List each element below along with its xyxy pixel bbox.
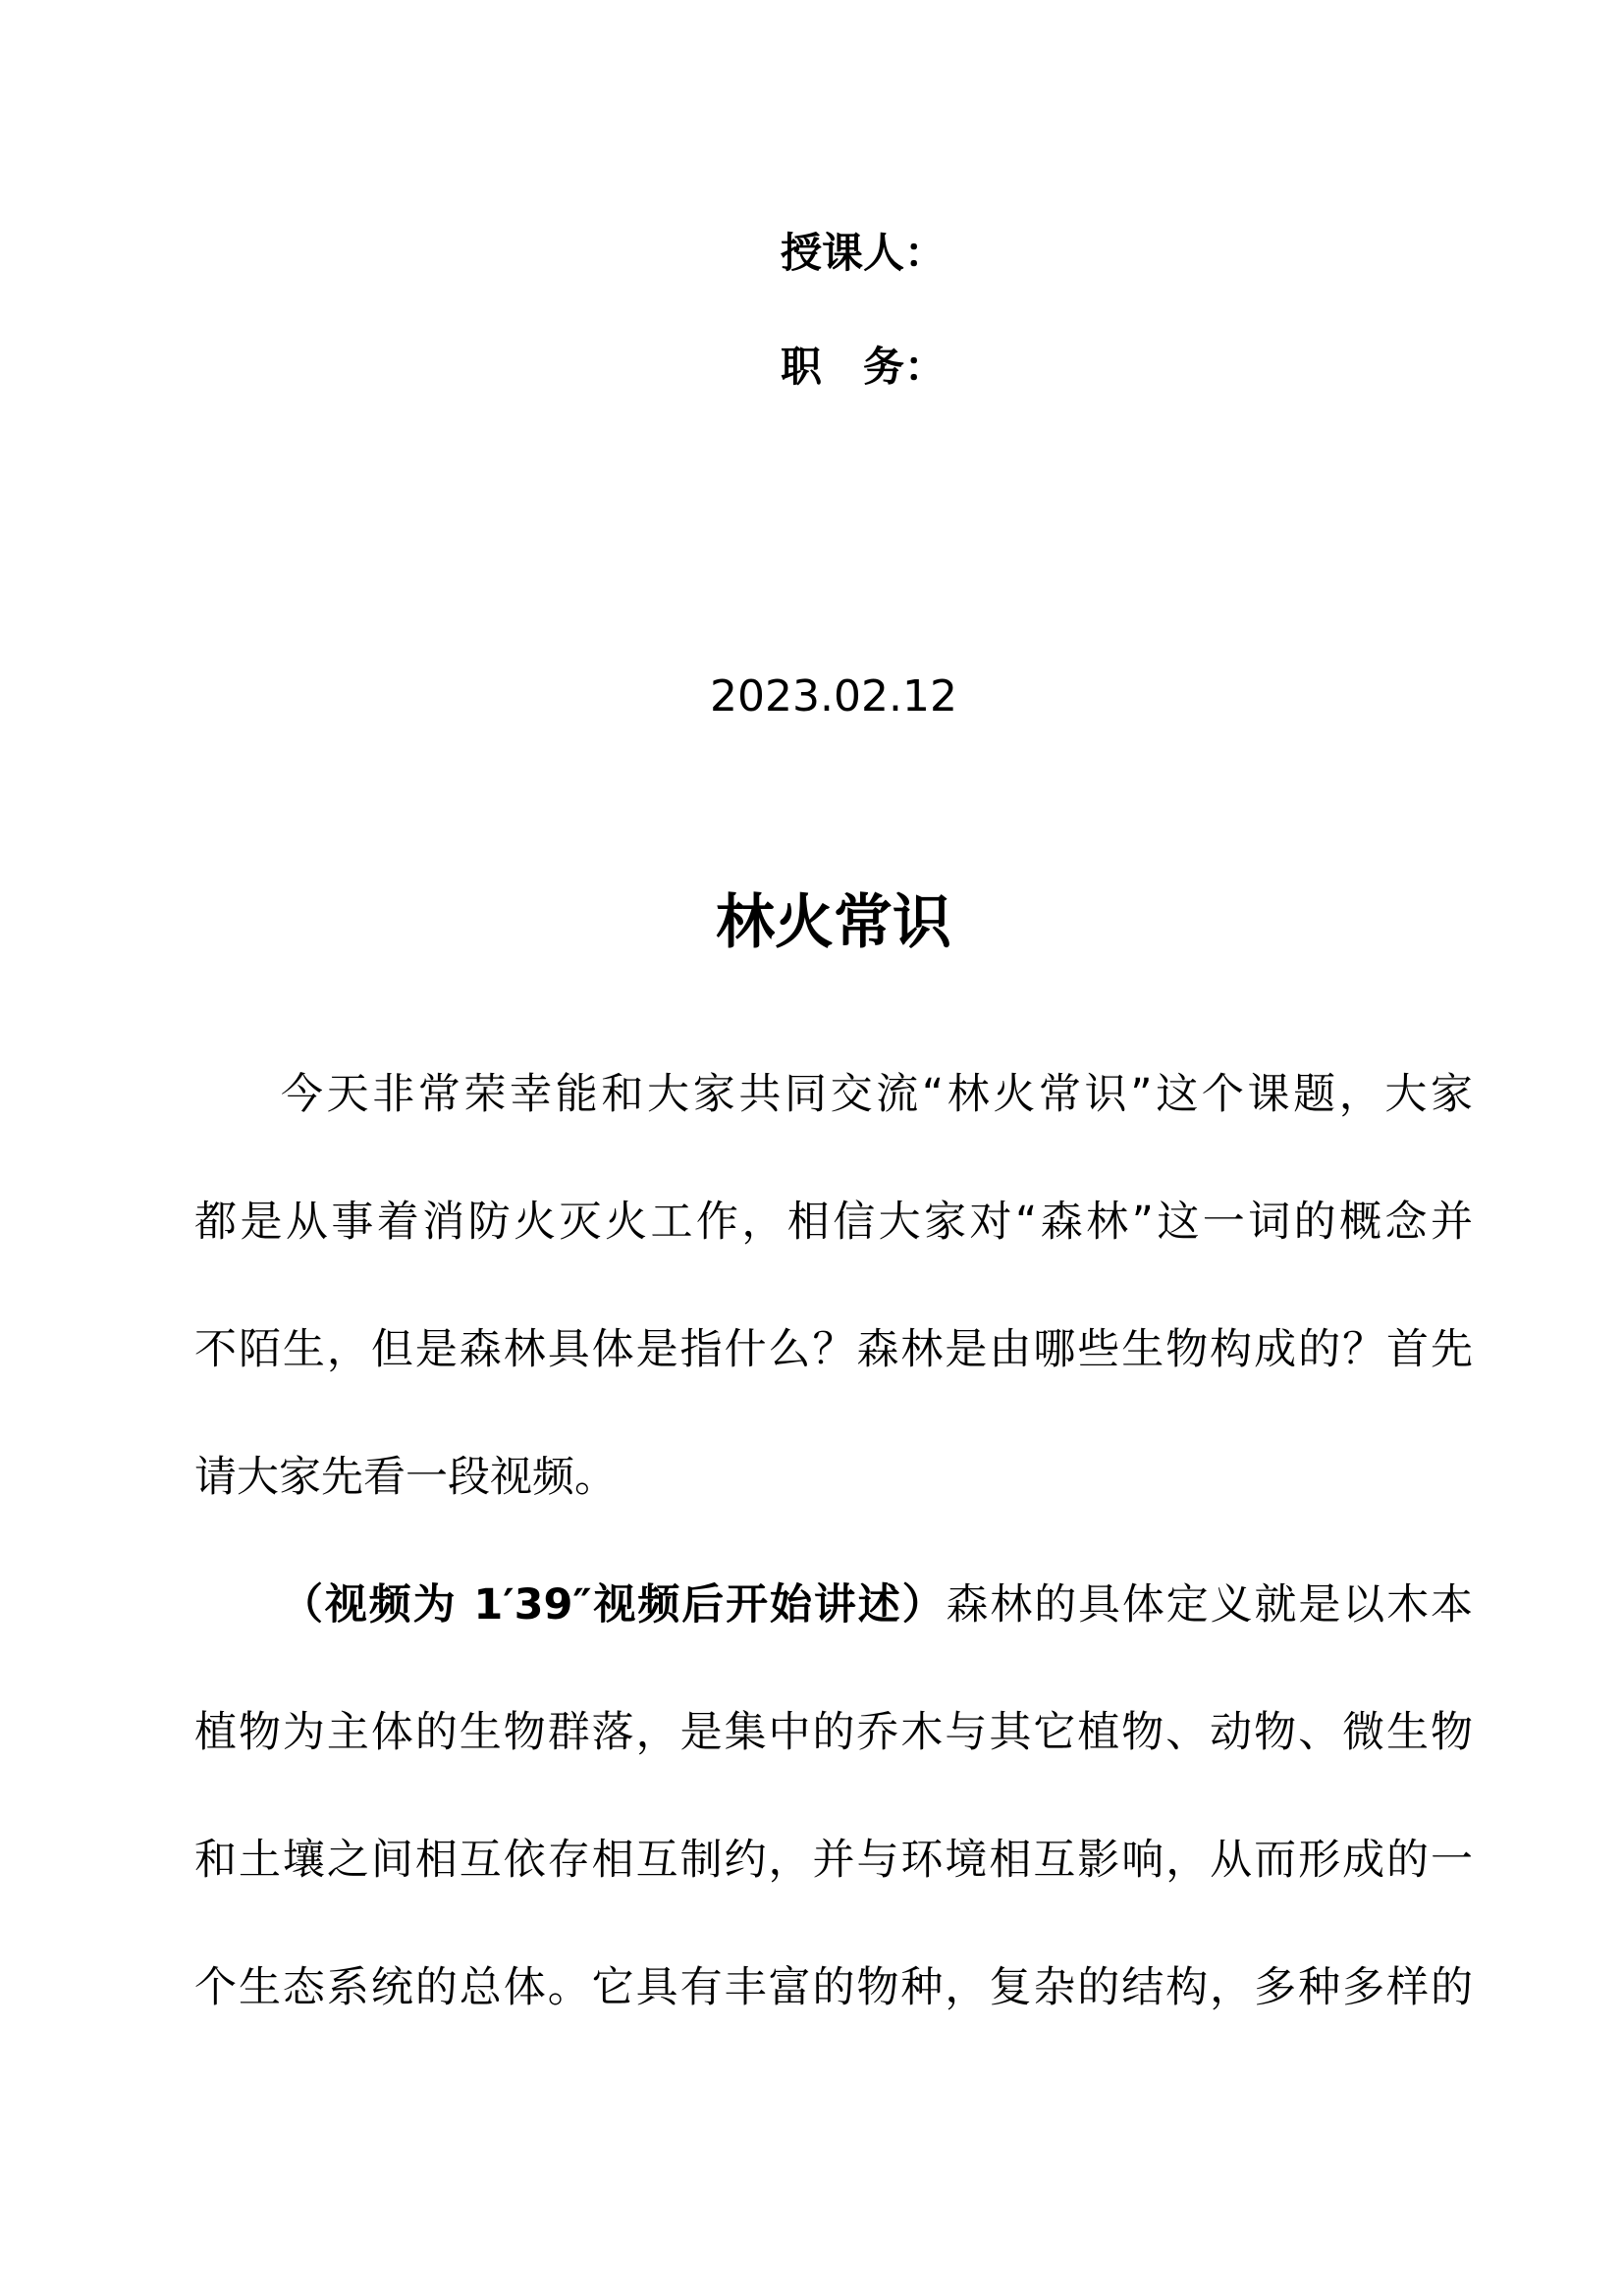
paragraph-line: 植物为主体的生物群落，是集中的乔木与其它植物、动物、微生物 [194,1708,1473,1757]
document-body [194,1060,1473,2081]
paragraph-line: 请大家先看一段视频。 [194,1453,617,1502]
paragraph-line: 都是从事着消防火灭火工作，相信大家对“森林”这一词的概念并 [194,1198,1473,1247]
lecturer-label: 授课人： [781,229,947,277]
position-label: 职 务： [781,343,947,391]
paragraph-line: 不陌生，但是森林具体是指什么？森林是由哪些生物构成的？首先 [194,1325,1473,1374]
paragraph-line: 今天非常荣幸能和大家共同交流“林火常识”这个课题，大家 [281,1070,1473,1119]
document-title: 林火常识 [716,888,951,957]
paragraph-line [194,1571,1473,1698]
video-note: （视频为 1′39″视频后开始讲述） [281,1580,947,1629]
paragraph-line: 和土壤之间相互依存相互制约，并与环境相互影响，从而形成的一 [194,1836,1473,1885]
paragraph-text: 森林的具体定义就是以木本 [946,1580,1474,1629]
document-date: 2023.02.12 [710,671,957,721]
paragraph-line: 个生态系统的总体。它具有丰富的物种，复杂的结构，多种多样的 [194,1963,1473,2012]
